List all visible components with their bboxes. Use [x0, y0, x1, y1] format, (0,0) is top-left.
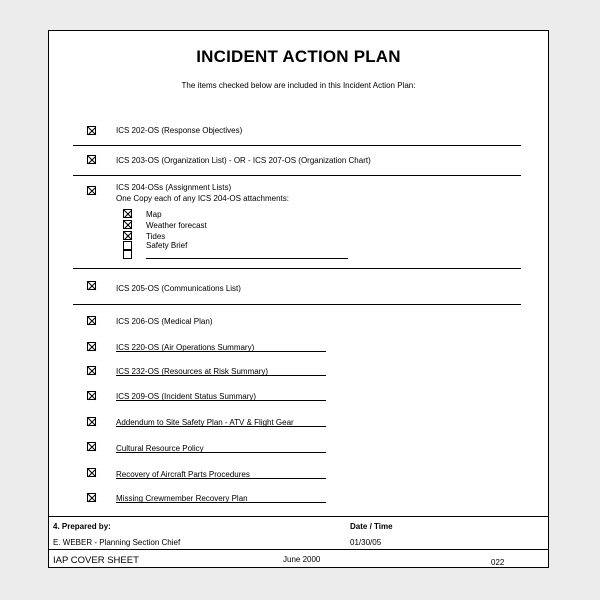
sheet-date: June 2000 [283, 555, 321, 564]
divider [73, 268, 521, 269]
divider [73, 175, 521, 176]
item-label-ics-205: ICS 205-OS (Communications List) [116, 284, 241, 293]
page-subtitle: The items checked below are included in this Incident Action Plan: [181, 81, 416, 90]
footer-divider [49, 516, 548, 517]
item-underline [116, 375, 326, 376]
iap-cover-sheet [48, 30, 549, 568]
item-underline [116, 502, 326, 503]
checkbox-addendum-safety[interactable] [87, 417, 96, 426]
checkbox-missing-crew[interactable] [87, 493, 96, 502]
checkbox-attachment-tides[interactable] [123, 231, 132, 240]
attachment-other-line [146, 258, 348, 259]
item-label-addendum-safety: Addendum to Site Safety Plan - ATV & Flight Gear [116, 418, 294, 427]
item-label-ics-204: ICS 204-OSs (Assignment Lists) [116, 183, 232, 192]
item-underline [116, 452, 326, 453]
checkbox-cultural-resource[interactable] [87, 442, 96, 451]
divider [73, 304, 521, 305]
date-time-value: 01/30/05 [350, 538, 382, 547]
item-label-ics-220: ICS 220-OS (Air Operations Summary) [116, 343, 255, 352]
item-underline [116, 351, 326, 352]
checkbox-attachment-map[interactable] [123, 209, 132, 218]
checkbox-ics-205[interactable] [87, 281, 96, 290]
checkbox-ics-209[interactable] [87, 391, 96, 400]
checkbox-aircraft-parts[interactable] [87, 468, 96, 477]
attachments-intro: One Copy each of any ICS 204-OS attachments: [116, 194, 289, 203]
attachment-label-weather: Weather forecast [146, 221, 207, 230]
item-label-ics-202: ICS 202-OS (Response Objectives) [116, 126, 243, 135]
checkbox-ics-232[interactable] [87, 366, 96, 375]
checkbox-attachment-other[interactable] [123, 250, 132, 259]
item-label-aircraft-parts: Recovery of Aircraft Parts Procedures [116, 470, 250, 479]
checkbox-ics-220[interactable] [87, 342, 96, 351]
checkbox-attachment-safety-brief[interactable] [123, 241, 132, 250]
divider [73, 145, 521, 146]
attachment-label-map: Map [146, 210, 162, 219]
date-time-label: Date / Time [350, 522, 393, 531]
page-number: 022 [491, 558, 505, 567]
checkbox-ics-202[interactable] [87, 126, 96, 135]
item-underline [116, 478, 326, 479]
item-underline [116, 426, 326, 427]
item-label-ics-232: ICS 232-OS (Resources at Risk Summary) [116, 367, 269, 376]
item-label-missing-crew: Missing Crewmember Recovery Plan [116, 494, 248, 503]
item-label-ics-203: ICS 203-OS (Organization List) - OR - ICS 207-OS (Organization Chart) [116, 156, 371, 165]
sheet-name: IAP COVER SHEET [53, 555, 139, 566]
checkbox-ics-204[interactable] [87, 186, 96, 195]
checkbox-attachment-weather[interactable] [123, 220, 132, 229]
attachment-label-tides: Tides [146, 232, 166, 241]
footer-divider [49, 549, 548, 550]
checkbox-ics-206[interactable] [87, 316, 96, 325]
item-label-ics-209: ICS 209-OS (Incident Status Summary) [116, 392, 257, 401]
prepared-by-label: 4. Prepared by: [53, 522, 111, 531]
prepared-by-value: E. WEBER - Planning Section Chief [53, 538, 181, 547]
page-title: INCIDENT ACTION PLAN [196, 47, 401, 66]
item-label-cultural-resource: Cultural Resource Policy [116, 444, 204, 453]
item-label-ics-206: ICS 206-OS (Medical Plan) [116, 317, 213, 326]
attachment-label-safety-brief: Safety Brief [146, 241, 188, 250]
item-underline [116, 400, 326, 401]
checkbox-ics-203[interactable] [87, 155, 96, 164]
